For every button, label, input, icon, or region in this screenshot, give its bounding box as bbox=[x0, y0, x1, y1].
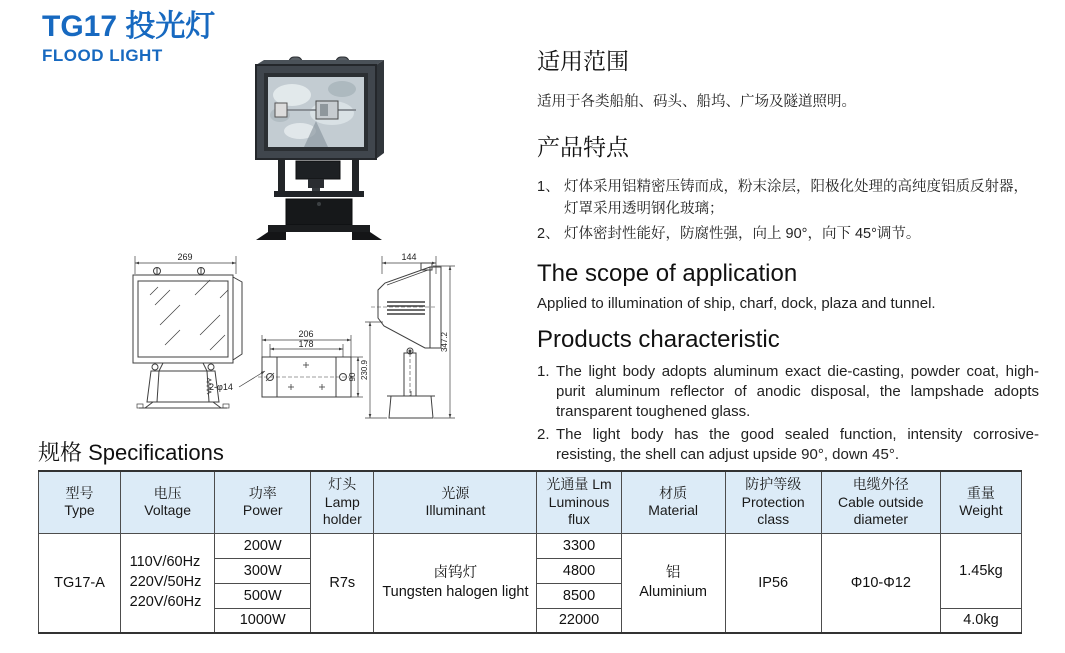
cell-type: TG17-A bbox=[39, 533, 121, 633]
col-header-material: 材质 Material bbox=[621, 471, 725, 533]
col-header-weight: 重量 Weight bbox=[940, 471, 1021, 533]
list-text: 灯体采用铝精密压铸而成，粉末涂层，阳极化处理的高纯度铝质反射器，灯罩采用透明钢化玻璃； bbox=[564, 179, 1028, 218]
text-scope-en: Applied to illumination of ship, charf, dock, plaza and tunnel. bbox=[537, 295, 936, 313]
table-row bbox=[39, 533, 1022, 558]
cell-voltage: 110V/60Hz 220V/50Hz 220V/60Hz bbox=[121, 533, 215, 633]
header-row bbox=[39, 471, 1022, 533]
heading-scope-cn: 适用范围 bbox=[537, 48, 629, 74]
cell-flux: 22000 bbox=[537, 608, 621, 633]
col-header-lamp-holder: 灯头 Lamp holder bbox=[311, 471, 374, 533]
col-header-voltage: 电压 Voltage bbox=[121, 471, 215, 533]
cell-power: 1000W bbox=[215, 608, 311, 633]
specs-table-wrap bbox=[38, 470, 1022, 634]
cell-power: 500W bbox=[215, 583, 311, 608]
list-marker: 1、 bbox=[537, 179, 560, 196]
cell-weight: 4.0kg bbox=[940, 608, 1021, 633]
col-header-illuminant: 光源 Illuminant bbox=[374, 471, 537, 533]
cell-material: 铝 Aluminium bbox=[621, 533, 725, 633]
cell-protection: IP56 bbox=[725, 533, 821, 633]
heading-features-en: Products characteristic bbox=[537, 326, 780, 354]
col-header-luminous-flux: 光通量 Lm Luminous flux bbox=[537, 471, 621, 533]
cell-lamp-holder: R7s bbox=[311, 533, 374, 633]
cell-power: 300W bbox=[215, 558, 311, 583]
cell-flux: 3300 bbox=[537, 533, 621, 558]
dim-front-width-label: 269 bbox=[177, 252, 193, 262]
heading-scope-en: The scope of application bbox=[537, 259, 798, 287]
list-features-en bbox=[537, 362, 1039, 465]
list-item bbox=[537, 177, 1039, 221]
description-column bbox=[537, 48, 1039, 479]
text-scope-cn: 适用于各类船舶、码头、船坞、广场及隧道照明。 bbox=[537, 93, 856, 110]
list-marker: 2. bbox=[537, 425, 550, 443]
col-header-cable: 电缆外径 Cable outside diameter bbox=[821, 471, 940, 533]
col-header-type: 型号 Type bbox=[39, 471, 121, 533]
page-subtitle: FLOOD LIGHT bbox=[42, 46, 163, 65]
dim-body-height-label: 230.9 bbox=[360, 359, 369, 381]
cell-weight: 1.45kg bbox=[940, 533, 1021, 608]
list-text: 灯体密封性能好，防腐性强，向上 90°，向下 45°调节。 bbox=[564, 225, 921, 242]
dim-holes-label: 2-φ14 bbox=[209, 382, 233, 392]
cell-flux: 4800 bbox=[537, 558, 621, 583]
cell-illuminant: 卤钨灯 Tungsten halogen light bbox=[374, 533, 537, 633]
specs-heading: 规格 Specifications bbox=[38, 440, 224, 465]
col-header-power: 功率 Power bbox=[215, 471, 311, 533]
list-item bbox=[537, 362, 1039, 422]
col-header-protection: 防护等级 Protection class bbox=[725, 471, 821, 533]
list-text: The light body has the good sealed function, intensity corrosive-resisting, the shell can adjust upside 90°, down 45°. bbox=[556, 425, 1039, 464]
dim-plate-height-label: 90 bbox=[348, 372, 357, 382]
dim-overall-height-label: 347.2 bbox=[440, 331, 449, 353]
brand-block bbox=[42, 10, 215, 66]
product-photo bbox=[240, 53, 398, 248]
list-marker: 1. bbox=[537, 362, 550, 380]
list-item bbox=[537, 224, 1039, 246]
list-marker: 2、 bbox=[537, 225, 560, 242]
heading-features-cn: 产品特点 bbox=[537, 133, 629, 160]
dim-plate-outer-label: 206 bbox=[298, 329, 314, 339]
technical-drawing bbox=[125, 250, 465, 430]
list-item bbox=[537, 425, 1039, 465]
page-title: TG17 投光灯 bbox=[42, 10, 216, 43]
cell-power: 200W bbox=[215, 533, 311, 558]
dim-side-width-label: 144 bbox=[401, 252, 417, 262]
list-features-cn bbox=[537, 177, 1039, 245]
cell-cable: Φ10-Φ12 bbox=[821, 533, 940, 633]
dim-plate-inner-label: 178 bbox=[298, 339, 314, 349]
list-text: The light body adopts aluminum exact die-casting, powder coat, high-purit aluminum reflector of anodic disposal, the lampshade adopts transparent toughened glass. bbox=[556, 362, 1039, 420]
specs-table bbox=[38, 470, 1022, 634]
cell-flux: 8500 bbox=[537, 583, 621, 608]
drawing-side-view bbox=[360, 252, 455, 418]
